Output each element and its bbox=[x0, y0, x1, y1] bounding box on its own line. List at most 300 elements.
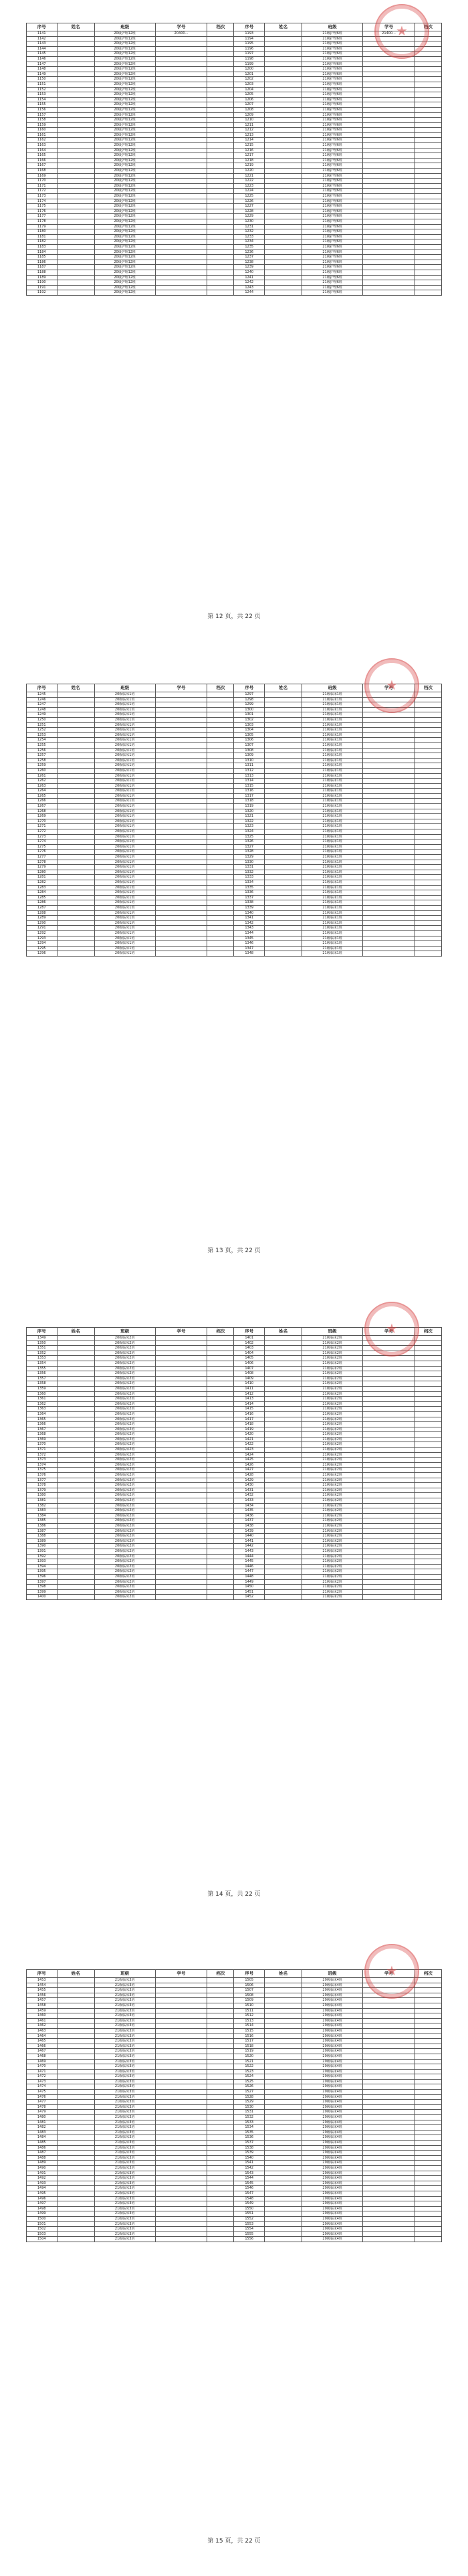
table-cell bbox=[207, 748, 234, 753]
table-row bbox=[27, 697, 442, 702]
table-row bbox=[27, 1407, 442, 1412]
table-cell: 20级临床4班 bbox=[302, 2125, 363, 2131]
table-cell bbox=[155, 1983, 207, 1988]
table-cell bbox=[57, 1427, 94, 1432]
column-header: 学号 bbox=[363, 1328, 415, 1336]
table-cell bbox=[264, 1549, 302, 1554]
table-cell bbox=[207, 1993, 234, 1998]
table-cell bbox=[57, 2141, 94, 2146]
table-cell: 1497 bbox=[27, 2201, 57, 2207]
table-cell bbox=[207, 930, 234, 936]
table-cell: 1168 bbox=[27, 169, 57, 174]
document-page-1 bbox=[0, 0, 468, 643]
table-cell: 1195 bbox=[234, 41, 265, 47]
table-cell: 1500 bbox=[27, 2216, 57, 2221]
table-cell bbox=[264, 183, 302, 189]
table-cell: 20级临床2班 bbox=[94, 1579, 155, 1585]
table-cell: 1223 bbox=[234, 183, 265, 189]
table-cell: 1529 bbox=[234, 2100, 265, 2105]
table-cell: 20级临床1班 bbox=[94, 860, 155, 865]
table-cell bbox=[415, 2161, 441, 2166]
table-cell bbox=[57, 244, 94, 250]
table-cell bbox=[363, 753, 415, 759]
table-cell bbox=[57, 2227, 94, 2232]
table-cell: 21级临床2班 bbox=[302, 1488, 363, 1493]
table-cell bbox=[155, 2120, 207, 2125]
table-cell bbox=[207, 265, 234, 270]
table-cell bbox=[415, 834, 441, 839]
table-cell: 20级临床1班 bbox=[94, 717, 155, 722]
table-cell: 20级临床2班 bbox=[94, 1564, 155, 1569]
table-row bbox=[27, 2221, 442, 2227]
table-cell: 20级临床1班 bbox=[94, 946, 155, 951]
table-cell bbox=[155, 265, 207, 270]
table-cell: 20级临床2班 bbox=[94, 1427, 155, 1432]
table-cell bbox=[155, 107, 207, 112]
table-row bbox=[27, 2044, 442, 2049]
table-cell: 20级临床1班 bbox=[94, 773, 155, 779]
table-row bbox=[27, 2196, 442, 2201]
table-cell bbox=[155, 2227, 207, 2232]
table-cell: 20级临床2班 bbox=[94, 1351, 155, 1356]
table-cell bbox=[57, 1528, 94, 1534]
table-cell bbox=[363, 2221, 415, 2227]
table-cell: 21级临床1班 bbox=[302, 941, 363, 947]
table-cell bbox=[264, 1442, 302, 1448]
table-cell: 21级临床3班 bbox=[94, 2120, 155, 2125]
table-cell bbox=[264, 2206, 302, 2211]
table-cell: 1275 bbox=[27, 844, 57, 850]
table-cell: 1501 bbox=[27, 2221, 57, 2227]
table-cell: 21级临床3班 bbox=[94, 2237, 155, 2242]
table-cell: 20级临床1班 bbox=[94, 890, 155, 896]
table-cell bbox=[264, 697, 302, 702]
table-cell: 1361 bbox=[27, 1397, 57, 1402]
table-cell: 21级临床2班 bbox=[302, 1579, 363, 1585]
table-cell: 1302 bbox=[234, 717, 265, 722]
table-cell bbox=[363, 2181, 415, 2186]
table-cell bbox=[363, 2039, 415, 2044]
table-cell: 20级临床4班 bbox=[302, 2069, 363, 2074]
table-cell bbox=[363, 1589, 415, 1595]
table-cell bbox=[155, 814, 207, 819]
table-cell bbox=[264, 1559, 302, 1565]
table-cell bbox=[363, 2191, 415, 2196]
table-cell bbox=[155, 850, 207, 855]
table-cell: 1190 bbox=[27, 280, 57, 286]
table-cell: 21级临床1班 bbox=[302, 860, 363, 865]
table-cell: 1360 bbox=[27, 1391, 57, 1397]
table-cell: 21级临床3班 bbox=[94, 1993, 155, 1998]
table-cell bbox=[415, 1534, 441, 1539]
table-cell bbox=[415, 194, 441, 199]
table-cell: 20级临床1班 bbox=[94, 742, 155, 748]
table-cell: 21级护理6班 bbox=[302, 173, 363, 179]
table-cell: 21级临床2班 bbox=[302, 1458, 363, 1463]
table-cell bbox=[207, 239, 234, 245]
table-cell bbox=[363, 2013, 415, 2019]
table-cell: 1306 bbox=[234, 738, 265, 743]
table-cell: 1509 bbox=[234, 1998, 265, 2003]
table-cell bbox=[207, 82, 234, 87]
table-cell bbox=[415, 2227, 441, 2232]
table-cell: 21级临床3班 bbox=[94, 2206, 155, 2211]
table-cell: 1251 bbox=[27, 722, 57, 728]
table-row bbox=[27, 905, 442, 910]
table-cell: 1174 bbox=[27, 199, 57, 204]
table-cell: 1340 bbox=[234, 910, 265, 916]
table-cell bbox=[264, 1523, 302, 1528]
table-cell: 21级临床2班 bbox=[302, 1544, 363, 1549]
table-cell: 1222 bbox=[234, 179, 265, 184]
table-cell bbox=[363, 183, 415, 189]
table-cell bbox=[155, 1381, 207, 1387]
table-cell bbox=[264, 1432, 302, 1438]
table-cell bbox=[155, 1534, 207, 1539]
table-cell bbox=[207, 250, 234, 255]
table-cell bbox=[207, 1356, 234, 1361]
table-cell bbox=[415, 1411, 441, 1417]
table-cell: 20级护理12班 bbox=[94, 244, 155, 250]
table-cell bbox=[264, 1376, 302, 1381]
table-cell bbox=[415, 1407, 441, 1412]
table-cell: 20级护理12班 bbox=[94, 128, 155, 133]
table-cell bbox=[264, 2084, 302, 2090]
table-cell bbox=[415, 2090, 441, 2095]
table-cell: 1304 bbox=[234, 728, 265, 733]
table-cell bbox=[363, 1478, 415, 1483]
table-cell bbox=[57, 2171, 94, 2176]
table-cell: 20级临床2班 bbox=[94, 1488, 155, 1493]
table-cell bbox=[207, 158, 234, 163]
table-cell: 1374 bbox=[27, 1462, 57, 1468]
table-cell bbox=[57, 763, 94, 769]
table-cell bbox=[207, 1978, 234, 1983]
table-cell: 20级临床2班 bbox=[94, 1442, 155, 1448]
table-cell: 21级临床1班 bbox=[302, 880, 363, 885]
table-cell bbox=[155, 809, 207, 814]
table-cell bbox=[363, 1397, 415, 1402]
table-cell bbox=[57, 31, 94, 37]
table-cell bbox=[264, 163, 302, 169]
table-cell: 1334 bbox=[234, 880, 265, 885]
table-cell bbox=[264, 1498, 302, 1504]
table-cell bbox=[363, 1528, 415, 1534]
table-cell: 21级临床1班 bbox=[302, 748, 363, 753]
table-cell bbox=[415, 280, 441, 286]
table-cell: 1363 bbox=[27, 1407, 57, 1412]
table-cell bbox=[57, 209, 94, 214]
table-cell: 20级护理12班 bbox=[94, 138, 155, 143]
table-row bbox=[27, 1559, 442, 1565]
table-cell bbox=[415, 1427, 441, 1432]
table-cell bbox=[363, 850, 415, 855]
table-row bbox=[27, 143, 442, 148]
table-cell: 1290 bbox=[27, 920, 57, 926]
table-cell bbox=[207, 97, 234, 102]
table-cell: 1499 bbox=[27, 2211, 57, 2217]
document-page-4 bbox=[0, 1930, 468, 2576]
table-cell bbox=[155, 2084, 207, 2090]
table-cell bbox=[415, 1549, 441, 1554]
table-row bbox=[27, 1381, 442, 1387]
table-cell: 1167 bbox=[27, 163, 57, 169]
table-row bbox=[27, 824, 442, 829]
table-cell: 20级临床4班 bbox=[302, 2196, 363, 2201]
table-cell bbox=[207, 153, 234, 159]
table-cell bbox=[155, 839, 207, 845]
table-cell bbox=[57, 773, 94, 779]
table-cell bbox=[264, 224, 302, 229]
table-cell bbox=[155, 2090, 207, 2095]
table-cell: 1556 bbox=[234, 2237, 265, 2242]
table-cell: 21级临床1班 bbox=[302, 905, 363, 910]
table-cell: 1266 bbox=[27, 799, 57, 804]
table-cell bbox=[363, 789, 415, 794]
table-cell bbox=[207, 1478, 234, 1483]
table-cell bbox=[207, 2171, 234, 2176]
table-cell: 20级临床4班 bbox=[302, 2074, 363, 2080]
table-cell bbox=[57, 1988, 94, 1993]
table-row bbox=[27, 1579, 442, 1585]
table-cell: 1430 bbox=[234, 1483, 265, 1488]
table-cell bbox=[415, 1978, 441, 1983]
table-cell bbox=[363, 2237, 415, 2242]
table-cell bbox=[415, 239, 441, 245]
table-cell bbox=[57, 260, 94, 265]
table-cell: 21级临床1班 bbox=[302, 799, 363, 804]
table-cell: 21级临床1班 bbox=[302, 855, 363, 860]
table-row bbox=[27, 1585, 442, 1590]
table-cell bbox=[264, 1361, 302, 1366]
table-cell bbox=[57, 1417, 94, 1422]
table-cell bbox=[155, 280, 207, 286]
table-cell: 20级临床2班 bbox=[94, 1528, 155, 1534]
table-cell bbox=[363, 1351, 415, 1356]
table-cell: 1307 bbox=[234, 742, 265, 748]
table-cell: 21级临床2班 bbox=[302, 1513, 363, 1518]
page-footer: 第 14 页，共 22 页 bbox=[207, 1891, 261, 1898]
table-cell bbox=[207, 1381, 234, 1387]
table-cell: 21级临床3班 bbox=[94, 2084, 155, 2090]
table-cell bbox=[264, 2023, 302, 2029]
table-cell bbox=[57, 758, 94, 763]
table-cell: 20级护理12班 bbox=[94, 219, 155, 224]
table-cell: 20级临床2班 bbox=[94, 1336, 155, 1341]
table-cell bbox=[155, 2155, 207, 2161]
table-cell: 20级临床1班 bbox=[94, 850, 155, 855]
table-cell bbox=[264, 1564, 302, 1569]
table-row bbox=[27, 1361, 442, 1366]
table-cell: 1405 bbox=[234, 1356, 265, 1361]
table-cell: 1364 bbox=[27, 1411, 57, 1417]
table-cell bbox=[207, 270, 234, 275]
table-cell bbox=[57, 72, 94, 77]
table-row bbox=[27, 1411, 442, 1417]
table-cell bbox=[57, 2130, 94, 2135]
table-cell bbox=[155, 1478, 207, 1483]
table-cell bbox=[415, 768, 441, 773]
table-cell: 21级护理6班 bbox=[302, 234, 363, 239]
table-cell bbox=[57, 839, 94, 845]
table-cell bbox=[264, 880, 302, 885]
table-cell: 1194 bbox=[234, 36, 265, 41]
table-cell: 20级临床4班 bbox=[302, 2110, 363, 2115]
table-cell: 1330 bbox=[234, 860, 265, 865]
table-cell: 1474 bbox=[27, 2084, 57, 2090]
table-cell bbox=[264, 1401, 302, 1407]
table-cell: 1522 bbox=[234, 2064, 265, 2070]
table-cell bbox=[207, 1462, 234, 1468]
table-cell: 1526 bbox=[234, 2084, 265, 2090]
table-cell bbox=[415, 72, 441, 77]
table-row bbox=[27, 753, 442, 759]
table-cell: 21级临床1班 bbox=[302, 936, 363, 941]
table-cell bbox=[363, 1983, 415, 1988]
table-cell: 1407 bbox=[234, 1366, 265, 1371]
table-cell: 21级护理6班 bbox=[302, 72, 363, 77]
table-cell bbox=[363, 1356, 415, 1361]
table-cell bbox=[207, 1983, 234, 1988]
table-cell: 1488 bbox=[27, 2155, 57, 2161]
table-cell bbox=[415, 2191, 441, 2196]
table-cell bbox=[264, 1518, 302, 1524]
table-cell bbox=[57, 250, 94, 255]
table-cell bbox=[363, 763, 415, 769]
table-cell bbox=[415, 916, 441, 921]
table-cell: 1148 bbox=[27, 67, 57, 72]
table-cell: 20级护理12班 bbox=[94, 285, 155, 290]
table-cell bbox=[207, 692, 234, 698]
table-cell bbox=[207, 92, 234, 98]
table-cell bbox=[57, 143, 94, 148]
table-cell bbox=[264, 2100, 302, 2105]
table-cell: 1530 bbox=[234, 2104, 265, 2110]
table-cell: 20级临床1班 bbox=[94, 839, 155, 845]
table-cell bbox=[155, 1528, 207, 1534]
table-cell bbox=[415, 1564, 441, 1569]
table-row bbox=[27, 1351, 442, 1356]
table-cell: 20级临床2班 bbox=[94, 1397, 155, 1402]
table-cell bbox=[363, 1508, 415, 1514]
table-cell bbox=[57, 875, 94, 880]
table-cell bbox=[415, 153, 441, 159]
table-cell bbox=[57, 2110, 94, 2115]
table-cell: 1494 bbox=[27, 2186, 57, 2191]
table-cell bbox=[415, 732, 441, 738]
table-cell bbox=[207, 1585, 234, 1590]
table-row bbox=[27, 799, 442, 804]
table-cell bbox=[57, 819, 94, 824]
table-cell: 20级临床4班 bbox=[302, 2104, 363, 2110]
table-cell: 21级临床1班 bbox=[302, 753, 363, 759]
table-cell bbox=[264, 905, 302, 910]
table-cell: 20级临床1班 bbox=[94, 712, 155, 718]
table-cell: 1419 bbox=[234, 1427, 265, 1432]
table-cell bbox=[57, 850, 94, 855]
table-cell bbox=[363, 2090, 415, 2095]
table-cell: 20级护理12班 bbox=[94, 92, 155, 98]
table-cell bbox=[207, 1401, 234, 1407]
table-cell: 21级临床2班 bbox=[302, 1574, 363, 1579]
table-cell bbox=[207, 1539, 234, 1544]
table-cell bbox=[415, 717, 441, 722]
table-cell bbox=[207, 183, 234, 189]
table-cell bbox=[155, 2201, 207, 2207]
table-cell: 20级临床4班 bbox=[302, 2013, 363, 2019]
table-cell bbox=[415, 799, 441, 804]
table-cell: 21级临床1班 bbox=[302, 895, 363, 900]
table-cell bbox=[264, 87, 302, 92]
table-cell bbox=[363, 860, 415, 865]
table-cell bbox=[363, 1998, 415, 2003]
table-cell bbox=[415, 1376, 441, 1381]
table-cell: 1525 bbox=[234, 2079, 265, 2084]
table-cell: 1485 bbox=[27, 2141, 57, 2146]
table-cell: 20级临床1班 bbox=[94, 895, 155, 900]
table-cell bbox=[363, 2201, 415, 2207]
table-cell bbox=[415, 809, 441, 814]
table-row bbox=[27, 855, 442, 860]
table-row bbox=[27, 107, 442, 112]
table-cell bbox=[264, 936, 302, 941]
table-cell bbox=[207, 189, 234, 194]
table-cell: 20级临床4班 bbox=[302, 2100, 363, 2105]
table-cell: 1175 bbox=[27, 204, 57, 209]
column-header: 序号 bbox=[234, 23, 265, 31]
table-row bbox=[27, 118, 442, 123]
table-cell: 20级临床4班 bbox=[302, 2221, 363, 2227]
table-row bbox=[27, 2161, 442, 2166]
table-cell bbox=[363, 2003, 415, 2008]
table-cell bbox=[264, 1427, 302, 1432]
table-row bbox=[27, 1417, 442, 1422]
table-cell: 21级临床2班 bbox=[302, 1554, 363, 1559]
table-cell: 21级临床2班 bbox=[302, 1351, 363, 1356]
table-cell bbox=[155, 204, 207, 209]
table-cell bbox=[57, 1397, 94, 1402]
table-cell bbox=[363, 890, 415, 896]
table-cell bbox=[207, 112, 234, 118]
table-cell: 21级临床1班 bbox=[302, 732, 363, 738]
table-row bbox=[27, 2008, 442, 2013]
table-cell: 1410 bbox=[234, 1381, 265, 1387]
column-header: 序号 bbox=[27, 684, 57, 692]
table-cell bbox=[57, 783, 94, 789]
table-cell bbox=[57, 1468, 94, 1473]
table-cell bbox=[155, 946, 207, 951]
table-cell bbox=[264, 1366, 302, 1371]
table-cell: 1470 bbox=[27, 2064, 57, 2070]
table-cell bbox=[207, 1498, 234, 1504]
table-cell: 1141 bbox=[27, 31, 57, 37]
table-cell bbox=[155, 1371, 207, 1377]
table-cell bbox=[415, 742, 441, 748]
table-cell: 20级临床2班 bbox=[94, 1544, 155, 1549]
table-cell: 1550 bbox=[234, 2206, 265, 2211]
table-cell bbox=[264, 839, 302, 845]
column-header: 姓名 bbox=[57, 1970, 94, 1978]
table-cell bbox=[207, 46, 234, 52]
table-cell bbox=[155, 732, 207, 738]
table-cell bbox=[155, 62, 207, 67]
table-cell bbox=[363, 799, 415, 804]
table-cell bbox=[155, 2125, 207, 2131]
table-cell bbox=[57, 2155, 94, 2161]
table-row bbox=[27, 1534, 442, 1539]
table-cell: 20级临床4班 bbox=[302, 2216, 363, 2221]
table-cell bbox=[57, 890, 94, 896]
